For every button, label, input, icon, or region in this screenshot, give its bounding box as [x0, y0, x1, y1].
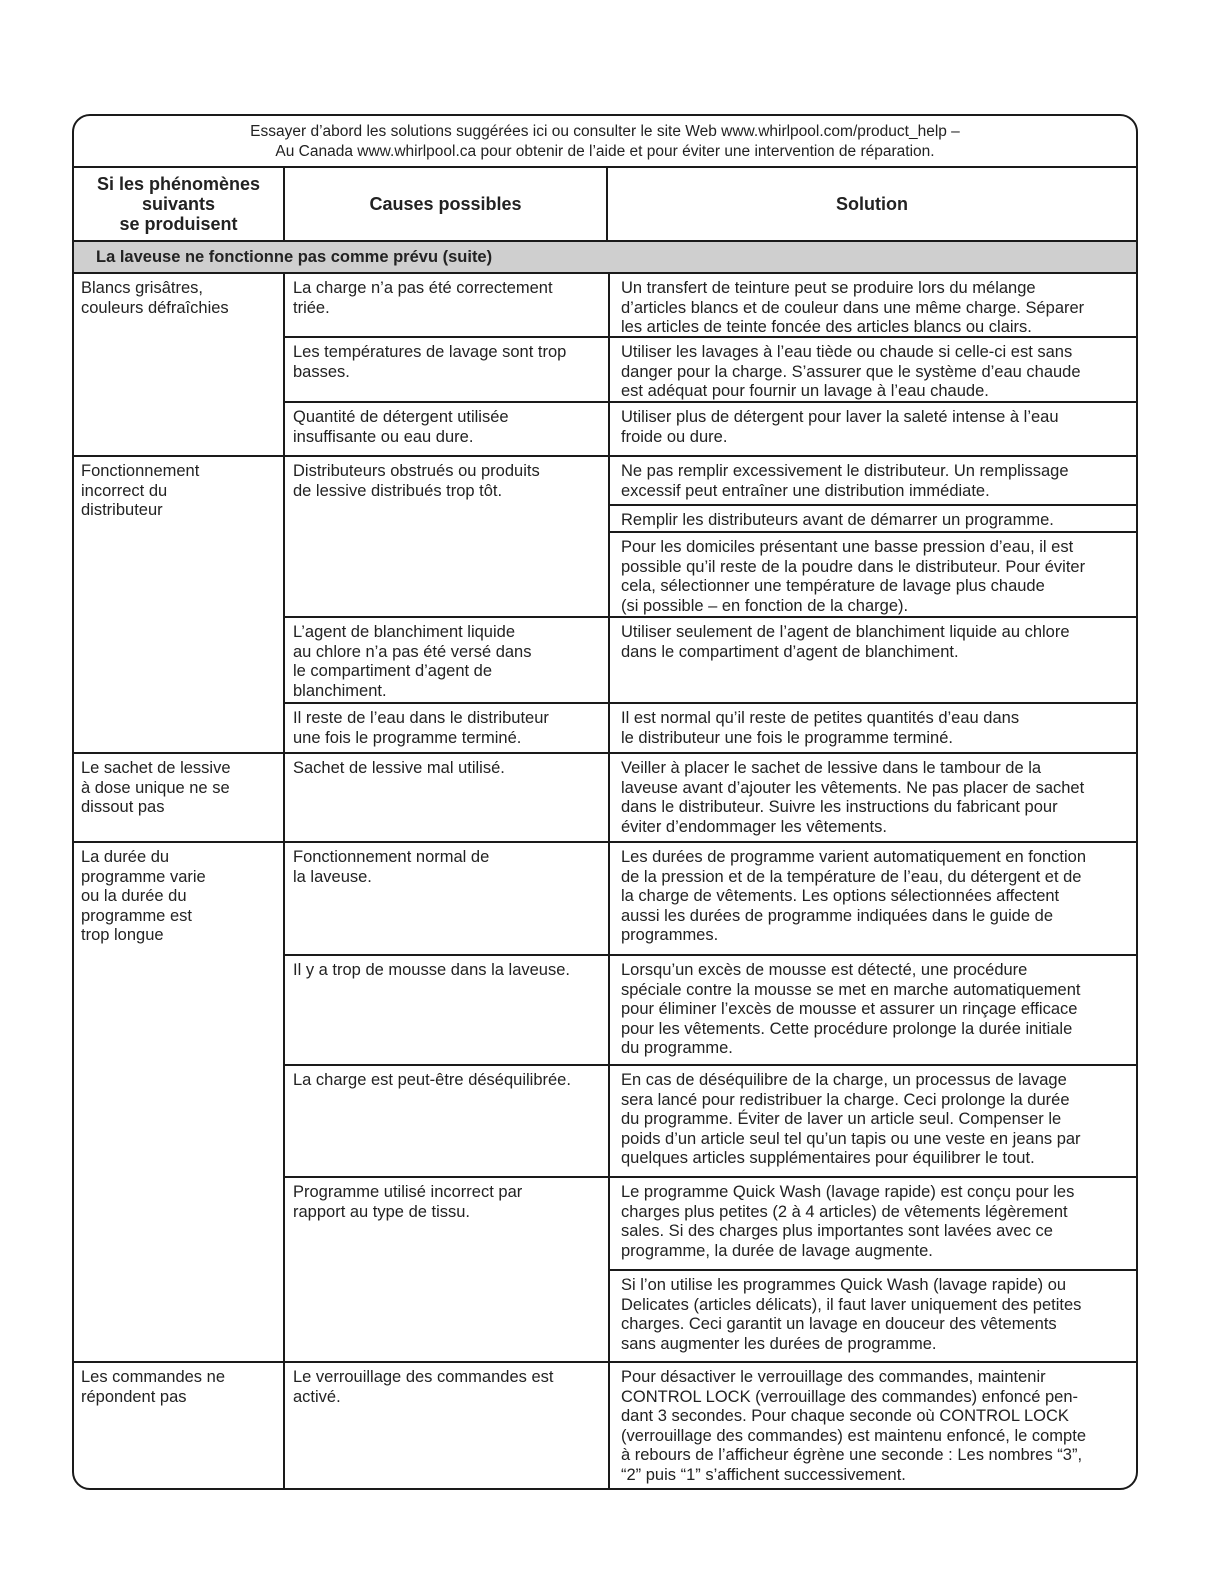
- cause-solution-row: [285, 274, 1136, 338]
- intro-line-2: Au Canada www.whirlpool.ca pour obtenir de l’aide et pour éviter une intervention de réparation.: [275, 143, 935, 160]
- cause-cell: Distributeurs obstrués ou produits de lessive distribués trop tôt.: [293, 462, 540, 500]
- solution-cell: Si l’on utilise les programmes Quick Wash (lavage rapide) ou Delicates (articles délicats), il faut laver uniquement des petites charges. Ceci garantit un lavage en douceur des vêtements sans augmenter les durées de programme.: [621, 1276, 1082, 1353]
- solution-cell: En cas de déséquilibre de la charge, un processus de lavage sera lancé pour redistribuer la charge. Ceci prolonge la durée du programme. Éviter de laver un article seul. Compenser le poids d’un article seul tel qu’un tapis ou une veste en jeans par quelques articles supplémentaires pour équilibrer le tout.: [621, 1071, 1081, 1167]
- section-title: La laveuse ne fonctionne pas comme prévu (suite): [74, 242, 1136, 274]
- solution-cell: Utiliser les lavages à l’eau tiède ou chaude si celle-ci est sans danger pour la charge. S’assurer que le système d’eau chaude est adéquat pour fournir un lavage à l’eau chaude.: [621, 343, 1081, 400]
- symptom-cell: Le sachet de lessive à dose unique ne se dissout pas: [81, 759, 231, 816]
- cause-cell: Le verrouillage des commandes est activé.: [293, 1368, 554, 1406]
- cause-solution-row: [285, 704, 1136, 752]
- solution-cell: Remplir les distributeurs avant de démarrer un programme.: [610, 506, 1136, 533]
- cause-solution-row: [285, 403, 1136, 455]
- cause-cell: Les températures de lavage sont trop basses.: [293, 343, 567, 381]
- solution-cell: Un transfert de teinture peut se produire lors du mélange d’articles blancs et de couleur dans une même charge. Séparer les articles de teinte foncée des articles blancs ou clairs.: [621, 279, 1085, 336]
- intro-text: [74, 116, 1136, 168]
- solution-cell: Il est normal qu’il reste de petites quantités d’eau dans le distributeur une fois le programme terminé.: [621, 709, 1020, 747]
- cause-cell: Programme utilisé incorrect par rapport au type de tissu.: [293, 1183, 523, 1221]
- header-cause: Causes possibles: [283, 168, 606, 240]
- solution-cell: Utiliser seulement de l’agent de blanchiment liquide au chlore dans le compartiment d’agent de blanchiment.: [621, 623, 1070, 661]
- intro-line-1: Essayer d’abord les solutions suggérées ici ou consulter le site Web www.whirlpool.com/product_help –: [250, 123, 960, 140]
- solution-cell: Les durées de programme varient automatiquement en fonction de la pression et de la température de l’eau, du détergent et de la charge de vêtements. Les options sélectionnées affectent aussi les durées de programme indiquées dans le guide de programmes.: [621, 848, 1087, 944]
- cause-solution-row: [285, 956, 1136, 1066]
- header-symptom: Si les phénomènes suivants se produisent: [96, 174, 261, 234]
- symptom-cell: La durée du programme varie ou la durée du programme est trop longue: [81, 848, 206, 944]
- cause-solution-row: [285, 457, 1136, 618]
- solution-cell: Lorsqu’un excès de mousse est détecté, une procédure spéciale contre la mousse se met en marche automatiquement pour éliminer l’excès de mousse et assurer un rinçage efficace pour les vêtements. Cette procédure prolonge la durée initiale du programme.: [621, 961, 1081, 1057]
- symptom-cell: Fonctionnement incorrect du distributeur: [81, 462, 200, 519]
- symptom-group: [74, 843, 1136, 1363]
- cause-solution-row: [285, 843, 1136, 956]
- cause-cell: Sachet de lessive mal utilisé.: [293, 759, 505, 777]
- cause-solution-row: [285, 618, 1136, 704]
- solution-cell: Veiller à placer le sachet de lessive dans le tambour de la laveuse avant d’ajouter les vêtements. Ne pas placer de sachet dans le distributeur. Suivre les instructions du fabricant pour éviter d’endommager les vêtements.: [621, 759, 1085, 836]
- symptom-group: [74, 274, 1136, 457]
- solution-cell: Pour les domiciles présentant une basse pression d’eau, il est possible qu’il reste de la poudre dans le distributeur. Pour éviter cela, sélectionner une température de lavage plus chaude (si possible – en fonction de la charge).: [621, 538, 1086, 615]
- solution-cell: Ne pas remplir excessivement le distributeur. Un remplissage excessif peut entraîner une distribution immédiate.: [610, 457, 1136, 506]
- symptom-group: [74, 1363, 1136, 1488]
- cause-cell: La charge n’a pas été correctement triée.: [293, 279, 553, 317]
- solution-cell: Le programme Quick Wash (lavage rapide) est conçu pour les charges plus petites (2 à 4 articles) de vêtements légèrement sales. Si des charges plus importantes sont lavées avec ce programme, la durée de lavage augmente.: [610, 1178, 1136, 1271]
- cause-solution-row: [285, 338, 1136, 403]
- header-solution: Solution: [606, 168, 1136, 240]
- symptom-group: [74, 457, 1136, 754]
- cause-cell: La charge est peut-être déséquilibrée.: [293, 1071, 571, 1089]
- cause-cell: Il reste de l’eau dans le distributeur une fois le programme terminé.: [293, 709, 549, 747]
- table-header: [74, 168, 1136, 242]
- cause-cell: Quantité de détergent utilisée insuffisante ou eau dure.: [293, 408, 509, 446]
- cause-solution-row: [285, 1178, 1136, 1361]
- solution-cell: Pour désactiver le verrouillage des commandes, maintenir CONTROL LOCK (verrouillage des commandes) enfoncé pen- dant 3 secondes. Pour chaque seconde où CONTROL LOCK (verrouillage des commandes) est maintenu enfoncé, le compte à rebours de l’afficheur égrène une seconde : Les nombres “3”, “2” puis “1” s’affichent successivement.: [621, 1368, 1086, 1484]
- cause-cell: L’agent de blanchiment liquide au chlore n’a pas été versé dans le compartiment d’agent de blanchiment.: [293, 623, 532, 700]
- cause-solution-row: [285, 754, 1136, 841]
- troubleshooting-table: [72, 114, 1138, 1490]
- symptom-group: [74, 754, 1136, 843]
- symptom-cell: Les commandes ne répondent pas: [81, 1368, 225, 1406]
- cause-cell: Fonctionnement normal de la laveuse.: [293, 848, 490, 886]
- solution-cell: Utiliser plus de détergent pour laver la saleté intense à l’eau froide ou dure.: [621, 408, 1059, 446]
- cause-cell: Il y a trop de mousse dans la laveuse.: [293, 961, 570, 979]
- cause-solution-row: [285, 1066, 1136, 1178]
- cause-solution-row: [285, 1363, 1136, 1488]
- symptom-cell: Blancs grisâtres, couleurs défraîchies: [81, 279, 229, 317]
